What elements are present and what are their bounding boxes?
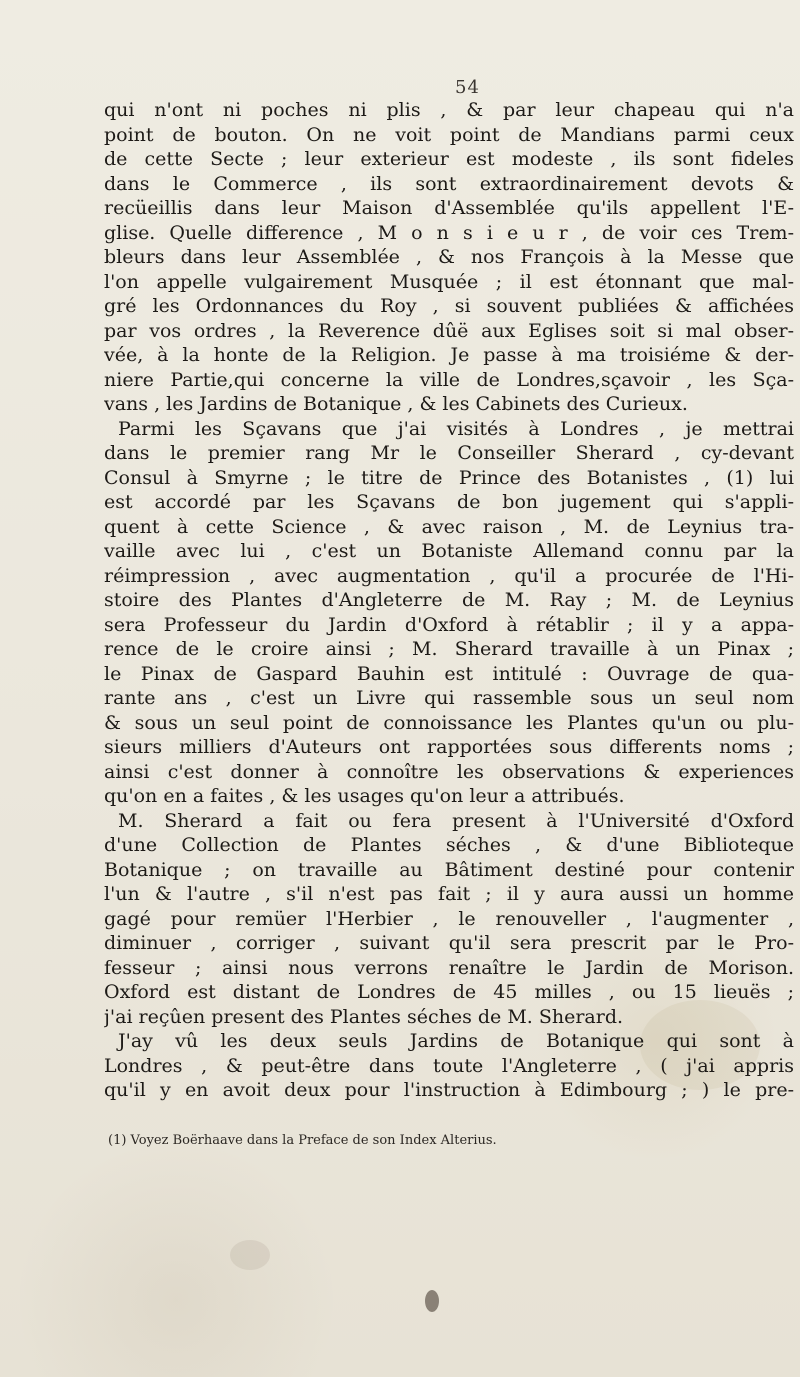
text-line: rence de le croire ainsi ; M. Sherard travaille à un Pinax ;: [104, 638, 794, 660]
text-line: de cette Secte ; leur exterieur est modeste , ils sont fideles: [104, 148, 794, 170]
text-line: dans le premier rang Mr le Conseiller Sherard , cy-devant: [104, 442, 794, 464]
paper-stain: [230, 1240, 270, 1270]
text-line: & sous un seul point de connoissance les Plantes qu'un ou plu-: [104, 711, 794, 734]
text-line: sieurs milliers d'Auteurs ont rapportées sous differents noms ;: [104, 736, 794, 758]
text-line: rante ans , c'est un Livre qui rassemble sous un seul nom: [104, 687, 794, 709]
text-line: diminuer , corriger , suivant qu'il sera prescrit par le Pro-: [104, 932, 794, 954]
text-line: réimpression , avec augmentation , qu'il a procurée de l'Hi-: [104, 564, 794, 587]
text-line: Botanique ; on travaille au Bâtiment destiné pour contenir: [104, 858, 794, 881]
text-line: j'ai reçûen present des Plantes séches de M. Sherard.: [104, 1005, 624, 1028]
text-line: Oxford est distant de Londres de 45 milles , ou 15 lieuës ;: [104, 981, 794, 1003]
text-line: est accordé par les Sçavans de bon jugement qui s'appli-: [104, 491, 794, 513]
text-line: vaille avec lui , c'est un Botaniste Allemand connu par la: [104, 540, 794, 562]
text-line: ainsi c'est donner à connoître les observations & experiences: [104, 760, 794, 783]
text-line: sera Professeur du Jardin d'Oxford à rétablir ; il y a appa-: [104, 613, 794, 636]
paper-stain: [425, 1290, 439, 1312]
text-line: gagé pour remüer l'Herbier , le renouveller , l'augmenter ,: [104, 907, 794, 930]
text-line: Consul à Smyrne ; le titre de Prince des Botanistes , (1) lui: [104, 466, 794, 489]
text-line: qui n'ont ni poches ni plis , & par leur chapeau qui n'a: [104, 99, 794, 121]
text-line: qu'il y en avoit deux pour l'instruction à Edimbourg ; ) le pre-: [104, 1079, 794, 1101]
text-line: glise. Quelle difference , M o n s i e u r , de voir ces Trem-: [104, 221, 794, 244]
text-line: vans , les Jardins de Botanique , & les Cabinets des Curieux.: [104, 393, 688, 415]
text-line: quent à cette Science , & avec raison , M. de Leynius tra-: [104, 515, 794, 538]
text-line: qu'on en a faites , & les usages qu'on leur a attribués.: [104, 785, 625, 807]
text-line: l'on appelle vulgairement Musquée ; il est étonnant que mal-: [104, 270, 794, 293]
text-line: Parmi les Sçavans que j'ai visités à Londres , je mettrai: [118, 417, 794, 440]
text-line: Londres , & peut-être dans toute l'Angleterre , ( j'ai appris: [104, 1054, 794, 1077]
text-line: bleurs dans leur Assemblée , & nos François à la Messe que: [104, 246, 794, 268]
text-line: vée, à la honte de la Religion. Je passe à ma troisiéme & der-: [104, 344, 794, 366]
text-line: l'un & l'autre , s'il n'est pas fait ; il y aura aussi un homme: [104, 883, 794, 905]
text-line: le Pinax de Gaspard Bauhin est intitulé : Ouvrage de qua-: [104, 662, 794, 685]
text-line: recüeillis dans leur Maison d'Assemblée qu'ils appellent l'E-: [104, 197, 794, 219]
footnote: (1) Voyez Boërhaave dans la Preface de son Index Alterius.: [108, 1133, 497, 1148]
text-line: point de bouton. On ne voit point de Mandians parmi ceux: [104, 123, 794, 146]
text-line: niere Partie,qui concerne la ville de Londres,sçavoir , les Sça-: [104, 368, 794, 391]
text-line: fesseur ; ainsi nous verrons renaître le Jardin de Morison.: [104, 956, 794, 979]
text-line: par vos ordres , la Reverence dûë aux Eglises soit si mal obser-: [104, 319, 794, 342]
text-line: M. Sherard a fait ou fera present à l'Université d'Oxford: [118, 809, 794, 832]
body-text: [104, 98, 794, 1103]
text-line: stoire des Plantes d'Angleterre de M. Ray ; M. de Leynius: [104, 589, 794, 611]
text-line: dans le Commerce , ils sont extraordinairement devots &: [104, 172, 794, 195]
text-line: J'ay vû les deux seuls Jardins de Botanique qui sont à: [118, 1030, 794, 1052]
text-line: d'une Collection de Plantes séches , & d'une Biblioteque: [104, 834, 794, 856]
text-line: gré les Ordonnances du Roy , si souvent publiées & affichées: [104, 295, 794, 317]
page-number: 54: [455, 77, 480, 98]
